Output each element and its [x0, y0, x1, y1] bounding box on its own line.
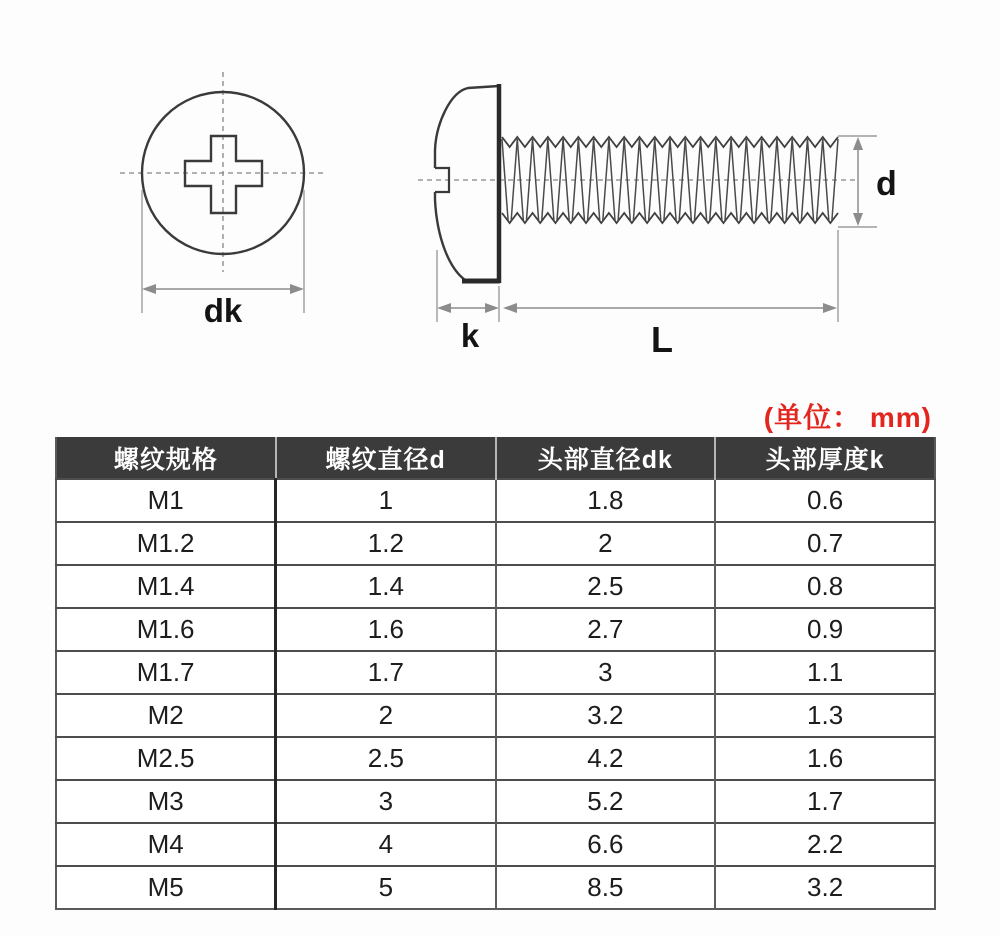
table-row — [56, 479, 935, 522]
spec-cell: 1 — [276, 479, 496, 522]
spec-cell: 2.2 — [715, 823, 935, 866]
table-row — [56, 780, 935, 823]
side-view-screw — [418, 84, 897, 360]
table-row — [56, 737, 935, 780]
head-dome-lower — [435, 192, 465, 280]
arrowhead-right-icon — [290, 284, 304, 294]
spec-cell: M1.7 — [56, 651, 276, 694]
spec-cell: 1.1 — [715, 651, 935, 694]
spec-cell: M1.6 — [56, 608, 276, 651]
arrowhead-left-icon — [142, 284, 156, 294]
arrowhead-right-icon — [823, 303, 837, 313]
spec-cell: 2.5 — [276, 737, 496, 780]
l-label: L — [651, 319, 673, 360]
column-header: 螺纹规格 — [56, 437, 276, 479]
spec-cell: 4.2 — [496, 737, 716, 780]
spec-cell: 2 — [496, 522, 716, 565]
spec-cell: M3 — [56, 780, 276, 823]
column-header: 螺纹直径d — [276, 437, 496, 479]
spec-cell: M2 — [56, 694, 276, 737]
spec-cell: 1.7 — [715, 780, 935, 823]
spec-cell: 1.2 — [276, 522, 496, 565]
column-header: 头部直径dk — [496, 437, 716, 479]
d-label: d — [876, 165, 897, 203]
spec-cell: 1.4 — [276, 565, 496, 608]
spec-cell: 5 — [276, 866, 496, 909]
spec-cell: 3.2 — [496, 694, 716, 737]
spec-cell: 1.8 — [496, 479, 716, 522]
arrowhead-up-icon — [853, 137, 863, 150]
spec-cell: 3 — [496, 651, 716, 694]
thread-bottom-crest — [502, 213, 838, 223]
arrowhead-left-icon — [503, 303, 517, 313]
unit-note: (单位： mm) — [763, 402, 932, 433]
dk-label: dk — [203, 292, 243, 329]
table-row — [56, 651, 935, 694]
spec-cell: 2.7 — [496, 608, 716, 651]
spec-cell: 6.6 — [496, 823, 716, 866]
spec-table-body — [56, 479, 935, 909]
spec-cell: M2.5 — [56, 737, 276, 780]
arrowhead-right-icon — [485, 303, 499, 313]
spec-cell: 1.6 — [276, 608, 496, 651]
screw-spec-table — [55, 437, 936, 910]
spec-cell: 0.7 — [715, 522, 935, 565]
spec-cell: 8.5 — [496, 866, 716, 909]
front-view-screw-head — [120, 72, 326, 329]
table-row — [56, 694, 935, 737]
spec-cell: 0.9 — [715, 608, 935, 651]
spec-cell: M1 — [56, 479, 276, 522]
spec-cell: 3 — [276, 780, 496, 823]
screw-technical-drawing — [0, 0, 1000, 380]
spec-cell: M1.4 — [56, 565, 276, 608]
spec-cell: M5 — [56, 866, 276, 909]
arrowhead-down-icon — [853, 213, 863, 226]
spec-cell: 1.7 — [276, 651, 496, 694]
spec-cell: M4 — [56, 823, 276, 866]
arrowhead-left-icon — [437, 303, 451, 313]
table-row — [56, 608, 935, 651]
head-dome-upper — [435, 86, 499, 168]
column-header: 头部厚度k — [715, 437, 935, 479]
table-header-row — [56, 437, 935, 479]
table-row — [56, 866, 935, 909]
spec-cell: M1.2 — [56, 522, 276, 565]
k-label: k — [460, 317, 480, 354]
spec-cell: 2 — [276, 694, 496, 737]
spec-cell: 2.5 — [496, 565, 716, 608]
table-row — [56, 565, 935, 608]
spec-cell: 4 — [276, 823, 496, 866]
table-row — [56, 522, 935, 565]
spec-cell: 1.3 — [715, 694, 935, 737]
spec-cell: 5.2 — [496, 780, 716, 823]
spec-cell: 3.2 — [715, 866, 935, 909]
table-row — [56, 823, 935, 866]
spec-cell: 1.6 — [715, 737, 935, 780]
spec-cell: 0.6 — [715, 479, 935, 522]
spec-cell: 0.8 — [715, 565, 935, 608]
